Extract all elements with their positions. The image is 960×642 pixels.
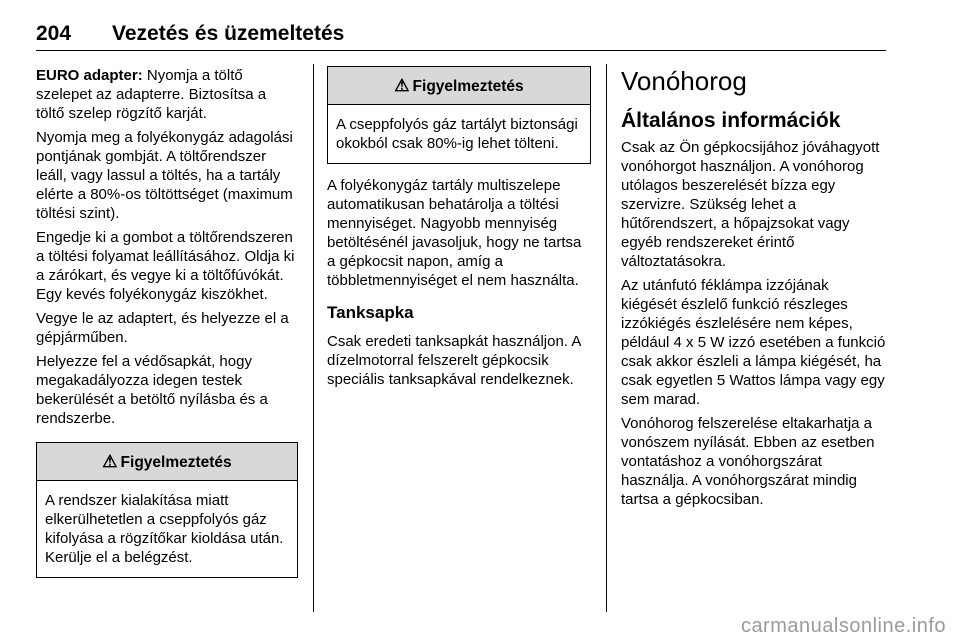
warning-box bbox=[327, 66, 591, 164]
warning-body: A cseppfolyós gáz tartályt biztonsági okokból csak 80%-ig lehet tölteni. bbox=[336, 116, 578, 152]
page-number: 204 bbox=[36, 22, 72, 45]
warning-body: A rendszer kialakítása miatt elkerülhetetlen a cseppfolyós gáz kifolyása a rögzítőkar kioldása után. Kerülje el a belégzést. bbox=[45, 492, 284, 566]
section-heading: Tanksapka bbox=[327, 303, 414, 322]
paragraph-text: Nyomja a töltő szelepet az adapterre. Biztosítsa a töltő szelep rögzítő karját. bbox=[36, 67, 267, 122]
paragraph: Engedje ki a gombot a töltőrendszeren a töltési folyamat leállításához. Oldja ki a zárókart, és vegye ki a töltőfúvókát. Egy kevés folyékonygáz kiszökhet. bbox=[36, 229, 295, 303]
subsection-heading: Általános információk bbox=[621, 109, 841, 132]
chapter-title: Vezetés és üzemeltetés bbox=[112, 22, 345, 45]
column-middle bbox=[327, 66, 591, 394]
paragraph: Csak az Ön gépkocsijához jóváhagyott vonóhorgot használjon. A vonóhorog utólagos beszerelését bízza egy szervizre. Szükség lehet a hűtőrendszert, a hőpajzsokat vagy egyéb rendszereket érintő változtatásokra. bbox=[621, 139, 880, 270]
paragraph: A folyékonygáz tartály multiszelepe automatikusan behatárolja a töltési mennyiséget. Nagyobb mennyiség betöltésénél javasoljuk, hogy ne tartsa a gépkocsit napon, amíg a többletmennyiséget el nem használta. bbox=[327, 177, 582, 289]
warning-triangle-icon: ⚠ bbox=[102, 452, 118, 471]
warning-title: Figyelmeztetés bbox=[412, 78, 524, 95]
section-title: Vonóhorog bbox=[621, 66, 747, 96]
paragraph: Csak eredeti tanksapkát használjon. A dízelmotorral felszerelt gépkocsik speciális tanksapkával rendelkeznek. bbox=[327, 333, 581, 388]
column-divider bbox=[606, 64, 607, 612]
paragraph: Vegye le az adaptert, és helyezze el a gépjárműben. bbox=[36, 310, 289, 346]
paragraph bbox=[36, 66, 298, 123]
paragraph-lead: EURO adapter: bbox=[36, 67, 143, 84]
paragraph: Vonóhorog felszerelése eltakarhatja a vonószem nyílását. Ebben az esetben vontatáshoz a vonóhorgszárat használja. A vonóhorgszárat mindig tartsa a gépkocsiban. bbox=[621, 415, 875, 508]
paragraph: Az utánfutó féklámpa izzójának kiégését észlelő funkció részleges izzókiégés észlelésére nem képes, például 4 x 5 W izzó esetében a funkció csak akkor észleli a lámpa kiégését, ha csak egyetlen 5 Wattos lámpa vagy egy sem marad. bbox=[621, 277, 886, 408]
warning-header bbox=[37, 443, 297, 481]
warning-header bbox=[328, 67, 590, 105]
column-right bbox=[621, 66, 887, 514]
warning-title: Figyelmeztetés bbox=[120, 454, 232, 471]
page-header bbox=[36, 22, 886, 51]
warning-box bbox=[36, 442, 298, 578]
watermark: carmanualsonline.info bbox=[740, 615, 946, 637]
paragraph: Helyezze fel a védősapkát, hogy megakadályozza idegen testek bekerülését a betöltő nyílásba és a rendszerbe. bbox=[36, 353, 268, 427]
column-divider bbox=[313, 64, 314, 612]
warning-triangle-icon: ⚠ bbox=[394, 76, 410, 95]
column-left bbox=[36, 66, 298, 578]
paragraph: Nyomja meg a folyékonygáz adagolási pontjának gombját. A töltőrendszer leáll, vagy lassul a töltés, ha a tartály elérte a 80%-os töltöttséget (maximum töltési szint). bbox=[36, 129, 293, 222]
